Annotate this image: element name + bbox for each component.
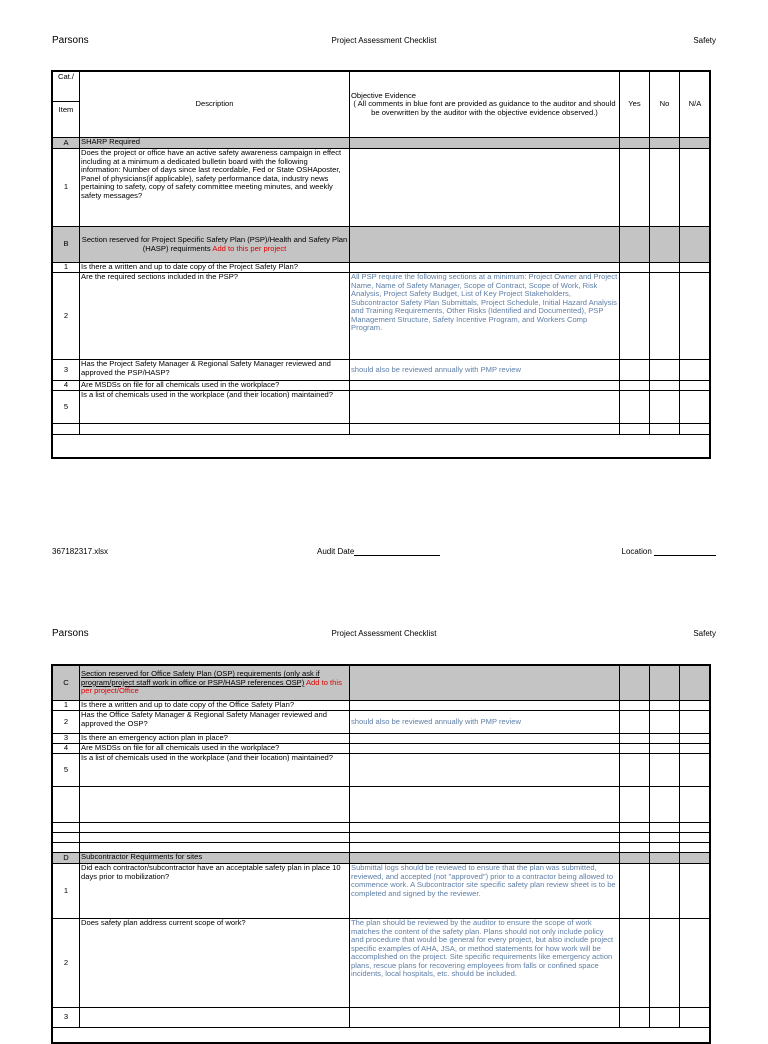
item-number: 1 [53, 864, 80, 919]
item-number: 2 [53, 711, 80, 734]
section-cat: B [53, 227, 80, 263]
item-description: Did each contractor/subcontractor have an acceptable safety plan in place 10 days prior to mobilization? [80, 864, 350, 919]
item-evidence[interactable] [350, 744, 620, 754]
page1-header [52, 35, 716, 49]
no-cell[interactable] [650, 734, 680, 744]
item-number: 5 [53, 754, 80, 787]
empty-row [53, 424, 711, 435]
item-number: 1 [53, 701, 80, 711]
empty-row [53, 823, 711, 833]
document-title: Project Assessment Checklist [331, 629, 437, 638]
na-cell[interactable] [680, 1008, 711, 1028]
na-cell[interactable] [680, 864, 711, 919]
checklist-row [53, 754, 711, 787]
item-number: 4 [53, 744, 80, 754]
empty-row [53, 833, 711, 843]
item-evidence[interactable] [350, 263, 620, 273]
evidence-header-title: Objective Evidence [351, 90, 417, 100]
section-row-d [53, 853, 711, 864]
no-cell[interactable] [650, 391, 680, 424]
checklist-row [53, 864, 711, 919]
item-evidence[interactable]: All PSP require the following sections at a minimum: Project Owner and Project Name, Name of Safety Manager, Scope of Contract, Scope of Work, Risk Analysis, Project Safety Budget, List of Key Project Stakeholders, Subcontractor Safety Plan Submittals, Project Schedule, Initial Hazard Analysis and Training Requirements, Other Risks (Identified and Documented), PSP Management Structure, Safety Incentive Program, and Workers Comp Program. [350, 273, 620, 360]
file-name: 367182317.xlsx [52, 547, 109, 556]
yes-cell[interactable] [620, 864, 650, 919]
section-title-text: Section reserved for Office Safety Plan (OSP) requirements (only ask if program/project staff work in office or PSP/HASP references OSP) [81, 669, 320, 687]
no-cell[interactable] [650, 149, 680, 227]
na-cell[interactable] [680, 754, 711, 787]
page1-footer [52, 547, 716, 559]
company-name: Parsons [52, 35, 89, 46]
category-label: Safety [693, 36, 716, 45]
item-evidence[interactable] [350, 381, 620, 391]
item-description: Are the required sections included in the PSP? [80, 273, 350, 360]
description-header: Description [80, 72, 350, 138]
checklist-table-page2 [52, 665, 711, 1028]
item-number: 2 [53, 273, 80, 360]
cat-item-header [53, 72, 80, 138]
checklist-row [53, 149, 711, 227]
yes-cell[interactable] [620, 360, 650, 381]
section-title [80, 666, 350, 701]
no-cell[interactable] [650, 701, 680, 711]
section-note: Add to this per project/Office [81, 677, 342, 696]
checklist-row [53, 1008, 711, 1028]
no-cell[interactable] [650, 864, 680, 919]
audit-date-field[interactable] [317, 547, 440, 556]
item-evidence[interactable]: should also be reviewed annually with PMP review [350, 711, 620, 734]
na-cell[interactable] [680, 919, 711, 1008]
no-cell[interactable] [650, 754, 680, 787]
checklist-row [53, 744, 711, 754]
yes-cell[interactable] [620, 919, 650, 1008]
na-cell[interactable] [680, 360, 711, 381]
na-cell[interactable] [680, 711, 711, 734]
no-cell[interactable] [650, 744, 680, 754]
na-cell[interactable] [680, 734, 711, 744]
item-description: Has the Office Safety Manager & Regional Safety Manager reviewed and approved the OSP? [80, 711, 350, 734]
no-cell[interactable] [650, 1008, 680, 1028]
checklist-table-page1 [52, 71, 711, 435]
item-number: 3 [53, 360, 80, 381]
checklist-row [53, 711, 711, 734]
item-number: 3 [53, 734, 80, 744]
section-title [80, 227, 350, 263]
audit-date-label: Audit Date [317, 547, 355, 556]
section-row-a [53, 138, 711, 149]
na-cell[interactable] [680, 381, 711, 391]
category-label: Safety [693, 629, 716, 638]
no-cell[interactable] [650, 263, 680, 273]
location-line[interactable] [654, 555, 716, 556]
no-cell[interactable] [650, 381, 680, 391]
item-number: 5 [53, 391, 80, 424]
yes-cell[interactable] [620, 734, 650, 744]
evidence-header-note: ( All comments in blue font are provided as guidance to the auditor and should be overwritten by the auditor with the objective evidence observed.) [353, 99, 616, 117]
item-description [80, 1008, 350, 1028]
yes-cell[interactable] [620, 391, 650, 424]
no-cell[interactable] [650, 919, 680, 1008]
section-note: Add to this per project [212, 243, 287, 253]
audit-date-line[interactable] [354, 555, 440, 556]
empty-row [53, 787, 711, 823]
yes-cell[interactable] [620, 701, 650, 711]
no-cell[interactable] [650, 360, 680, 381]
checklist-row [53, 734, 711, 744]
yes-cell[interactable] [620, 149, 650, 227]
item-description: Is a list of chemicals used in the workplace (and their location) maintained? [80, 754, 350, 787]
checklist-row [53, 360, 711, 381]
item-evidence[interactable] [350, 391, 620, 424]
yes-cell[interactable] [620, 744, 650, 754]
item-number: 2 [53, 919, 80, 1008]
section-row-c [53, 666, 711, 701]
section-title: Subcontractor Requirments for sites [80, 853, 350, 864]
document-title: Project Assessment Checklist [331, 36, 437, 45]
item-evidence[interactable] [350, 1008, 620, 1028]
yes-cell[interactable] [620, 1008, 650, 1028]
section-cat: D [53, 853, 80, 864]
item-description: Is a list of chemicals used in the workplace (and their location) maintained? [80, 391, 350, 424]
na-cell[interactable] [680, 744, 711, 754]
no-cell[interactable] [650, 711, 680, 734]
item-evidence[interactable]: should also be reviewed annually with PMP review [350, 360, 620, 381]
na-cell[interactable] [680, 273, 711, 360]
item-evidence[interactable] [350, 754, 620, 787]
empty-row [53, 843, 711, 853]
yes-cell[interactable] [620, 754, 650, 787]
checklist-row [53, 381, 711, 391]
section-title: SHARP Required [80, 138, 350, 149]
checklist-row [53, 701, 711, 711]
item-evidence[interactable] [350, 149, 620, 227]
item-number: 1 [53, 263, 80, 273]
item-description: Does the project or office have an active safety awareness campaign in effect including at a minimum a dedicated bulletin board with the following information: Number of days since last recordable, Fed or State OSHAposter, Panel of physicians(if applicable), safety performance data, industry news pertaining to safety, copy of safety committee meeting minutes, and weekly safety messages? [80, 149, 350, 227]
item-evidence[interactable]: The plan should be reviewed by the auditor to ensure the scope of work matches the content of the safety plan. Plans should not only include policy and procedure that would be general for every project, but also include project specific examples of AHA, JSA, or method statements for how work will be accomplished on the project. Site specific requirements like emergency action plans, rescue plans for recovering employees from falls or confined space incidents, local hospitals, etc. should be included. [350, 919, 620, 1008]
checklist-row [53, 919, 711, 1008]
item-description: Is there an emergency action plan in place? [80, 734, 350, 744]
evidence-header [350, 72, 620, 138]
yes-cell[interactable] [620, 711, 650, 734]
company-name: Parsons [52, 628, 89, 639]
item-number: 4 [53, 381, 80, 391]
yes-cell[interactable] [620, 381, 650, 391]
location-field[interactable] [622, 547, 716, 556]
item-evidence[interactable] [350, 701, 620, 711]
item-header: Item [58, 105, 74, 114]
item-description: Does safety plan address current scope of work? [80, 919, 350, 1008]
na-cell[interactable] [680, 263, 711, 273]
section-row-b [53, 227, 711, 263]
section-cat: C [53, 666, 80, 701]
na-cell[interactable] [680, 391, 711, 424]
yes-cell[interactable] [620, 273, 650, 360]
checklist-row [53, 263, 711, 273]
page2-header [52, 628, 716, 642]
item-description: Is there a written and up to date copy of the Project Safety Plan? [80, 263, 350, 273]
na-cell[interactable] [680, 149, 711, 227]
item-description: Are MSDSs on file for all chemicals used in the workplace? [80, 744, 350, 754]
na-cell[interactable] [680, 701, 711, 711]
section-cat: A [53, 138, 80, 149]
no-header: No [650, 72, 680, 138]
checklist-row [53, 391, 711, 424]
item-description: Has the Project Safety Manager & Regional Safety Manager reviewed and approved the PSP/HASP? [80, 360, 350, 381]
na-header: N/A [680, 72, 711, 138]
section-title-text: Section reserved for Project Specific Safety Plan (PSP)/Health and Safety Plan (HASP) requirments [81, 235, 348, 253]
item-number: 3 [53, 1008, 80, 1028]
no-cell[interactable] [650, 273, 680, 360]
item-description: Are MSDSs on file for all chemicals used in the workplace? [80, 381, 350, 391]
item-description: Is there a written and up to date copy of the Office Safety Plan? [80, 701, 350, 711]
item-evidence[interactable]: Submittal logs should be reviewed to ensure that the plan was submitted, reviewed, and accepted (not "approved") prior to a contractor being allowed to commence work. A Subcontractor site specific safety plan review sheet is to be completed and signed by the reviewer. [350, 864, 620, 919]
checklist-row [53, 273, 711, 360]
item-number: 1 [53, 149, 80, 227]
yes-header: Yes [620, 72, 650, 138]
yes-cell[interactable] [620, 263, 650, 273]
location-label: Location [621, 547, 652, 556]
table-header-row [53, 72, 711, 138]
item-evidence[interactable] [350, 734, 620, 744]
cat-header: Cat./ [53, 72, 79, 102]
